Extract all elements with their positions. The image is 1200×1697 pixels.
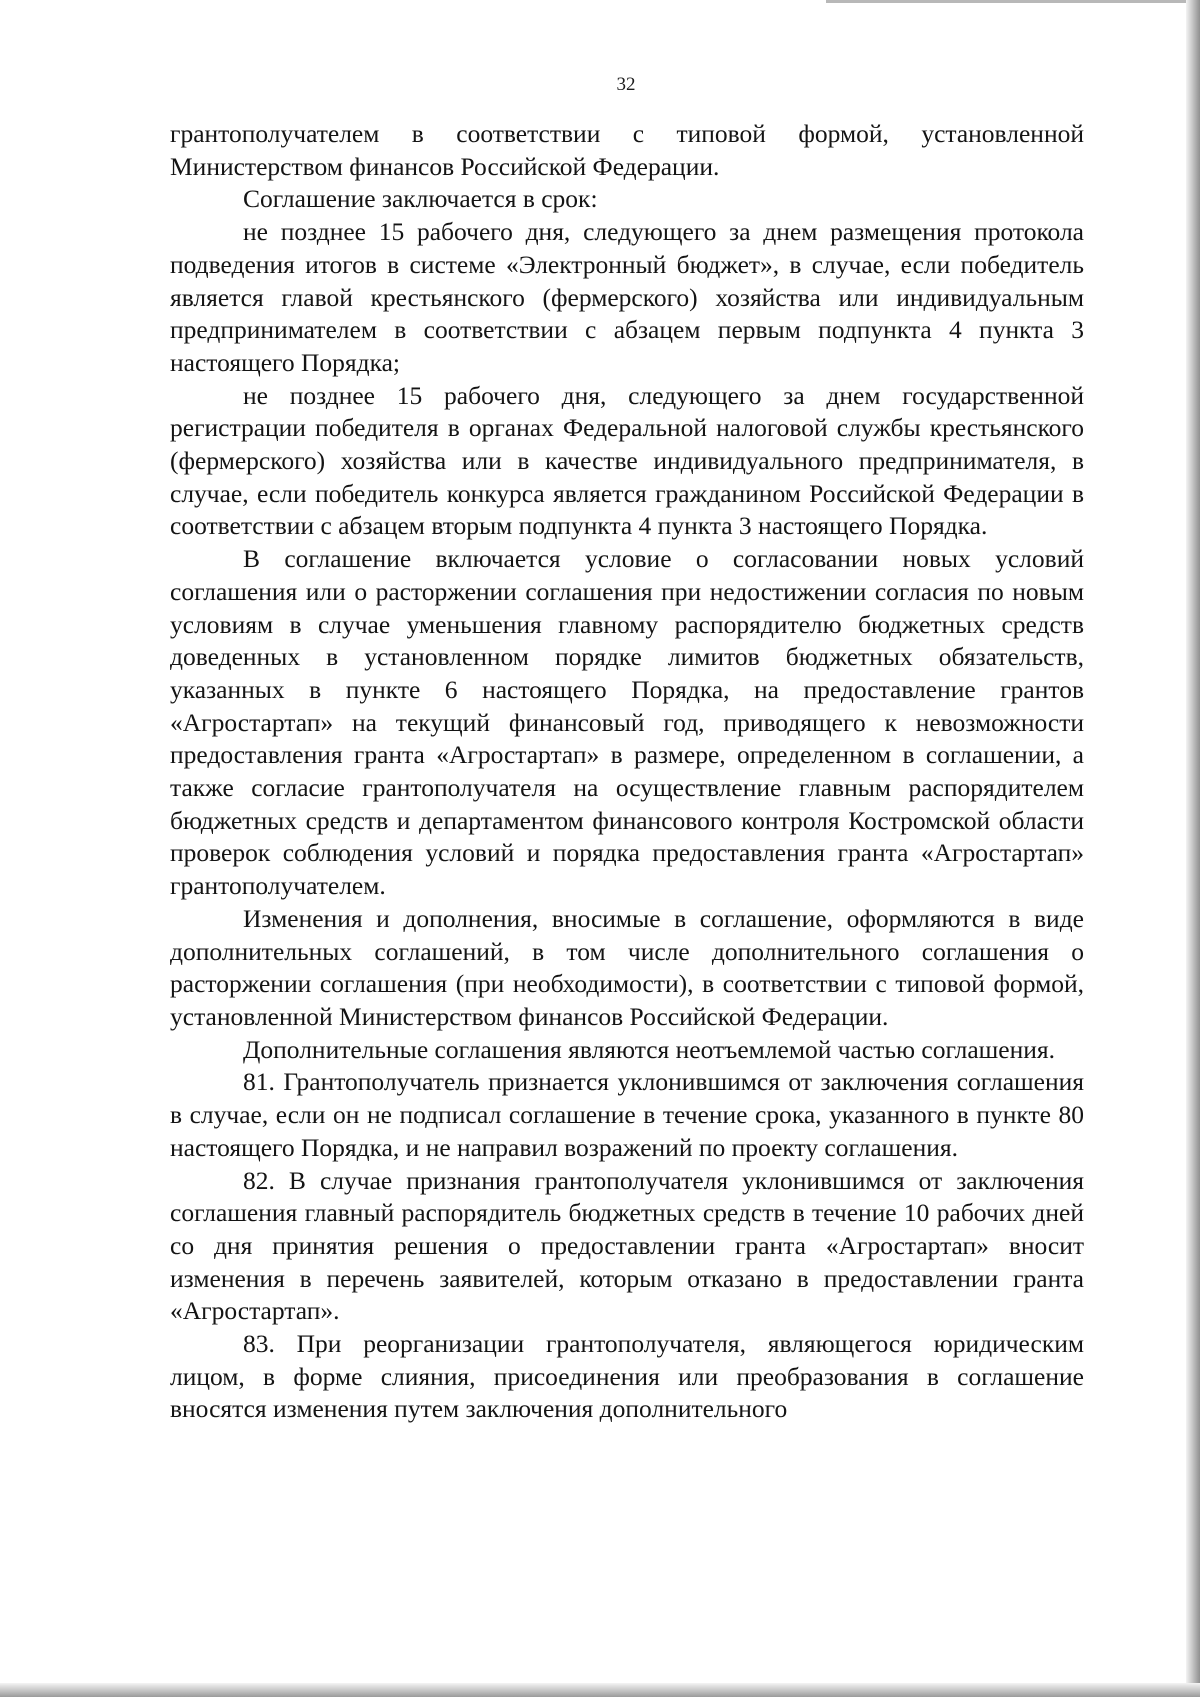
paragraph-agreement-term: Соглашение заключается в срок: [243, 184, 598, 214]
document-body [170, 118, 1084, 1426]
paragraph-term-option-1: не позднее 15 рабочего дня, следующего за днем размещения протокола подведения итогов в системе «Электронный бюджет», в случае, если победитель является главой крестьянского (фермерского) хозяйства или индивидуальным предпринимателем в соответствии с абзацем первым подпункта 4 пункта 3 настоящего Порядка; [170, 217, 1084, 377]
paragraph-item-82: 82. В случае признания грантополучателя уклонившимся от заключения соглашения главный распорядитель бюджетных средств в течение 10 рабочих дней со дня принятия решения о предоставлении гранта «Агростартап» вносит изменения в перечень заявителей, которым отказано в предоставлении гранта «Агростартап». [170, 1165, 1084, 1326]
scan-edge-bottom [0, 1683, 1200, 1697]
paragraph-term-option-2: не позднее 15 рабочего дня, следующего за днем государственной регистрации победителя в органах Федеральной налоговой службы крестьянского (фермерского) хозяйства или в качестве индивидуального предпринимателя, в случае, если победитель конкурса является гражданином Российской Федерации в соответствии с абзацем вторым подпункта 4 пункта 3 настоящего Порядка. [170, 380, 1084, 541]
paragraph-amendments: Изменения и дополнения, вносимые в соглашение, оформляются в виде дополнительных соглашений, в том числе дополнительного соглашения о расторжении соглашения (при необходимости), в соответствии с типовой формой, установленной Министерством финансов Российской Федерации. [170, 903, 1084, 1031]
scan-edge-right [1186, 0, 1200, 1697]
paragraph-continuation: грантополучателем в соответствии с типовой формой, установленной Министерством финансов Российской Федерации. [170, 119, 1084, 181]
paragraph-additional-agreements: Дополнительные соглашения являются неотъемлемой частью соглашения. [243, 1034, 1056, 1064]
scan-edge-top [826, 0, 1186, 3]
paragraph-item-81: 81. Грантополучатель признается уклонившимся от заключения соглашения в случае, если он не подписал соглашение в течение срока, указанного в пункте 80 настоящего Порядка, и не направил возражений по проекту соглашения. [170, 1067, 1084, 1162]
paragraph-agreement-conditions: В соглашение включается условие о согласовании новых условий соглашения или о расторжении соглашения при недостижении согласия по новым условиям в случае уменьшения главному распорядителю бюджетных средств доведенных в установленном порядке лимитов бюджетных обязательств, указанных в пункте 6 настоящего Порядка, на предоставление грантов «Агростартап» на текущий финансовый год, приводящего к невозможности предоставления гранта «Агростартап» в размере, определенном в соглашении, а также согласие грантополучателя на осуществление главным распорядителем бюджетных средств и департаментом финансового контроля Костромской области проверок соблюдения условий и порядка предоставления гранта «Агростартап» грантополучателем. [170, 544, 1084, 901]
paragraph-item-83: 83. При реорганизации грантополучателя, являющегося юридическим лицом, в форме слияния, присоединения или преобразования в соглашение вносятся изменения путем заключения дополнительного [170, 1329, 1084, 1424]
page-number: 32 [616, 74, 636, 95]
